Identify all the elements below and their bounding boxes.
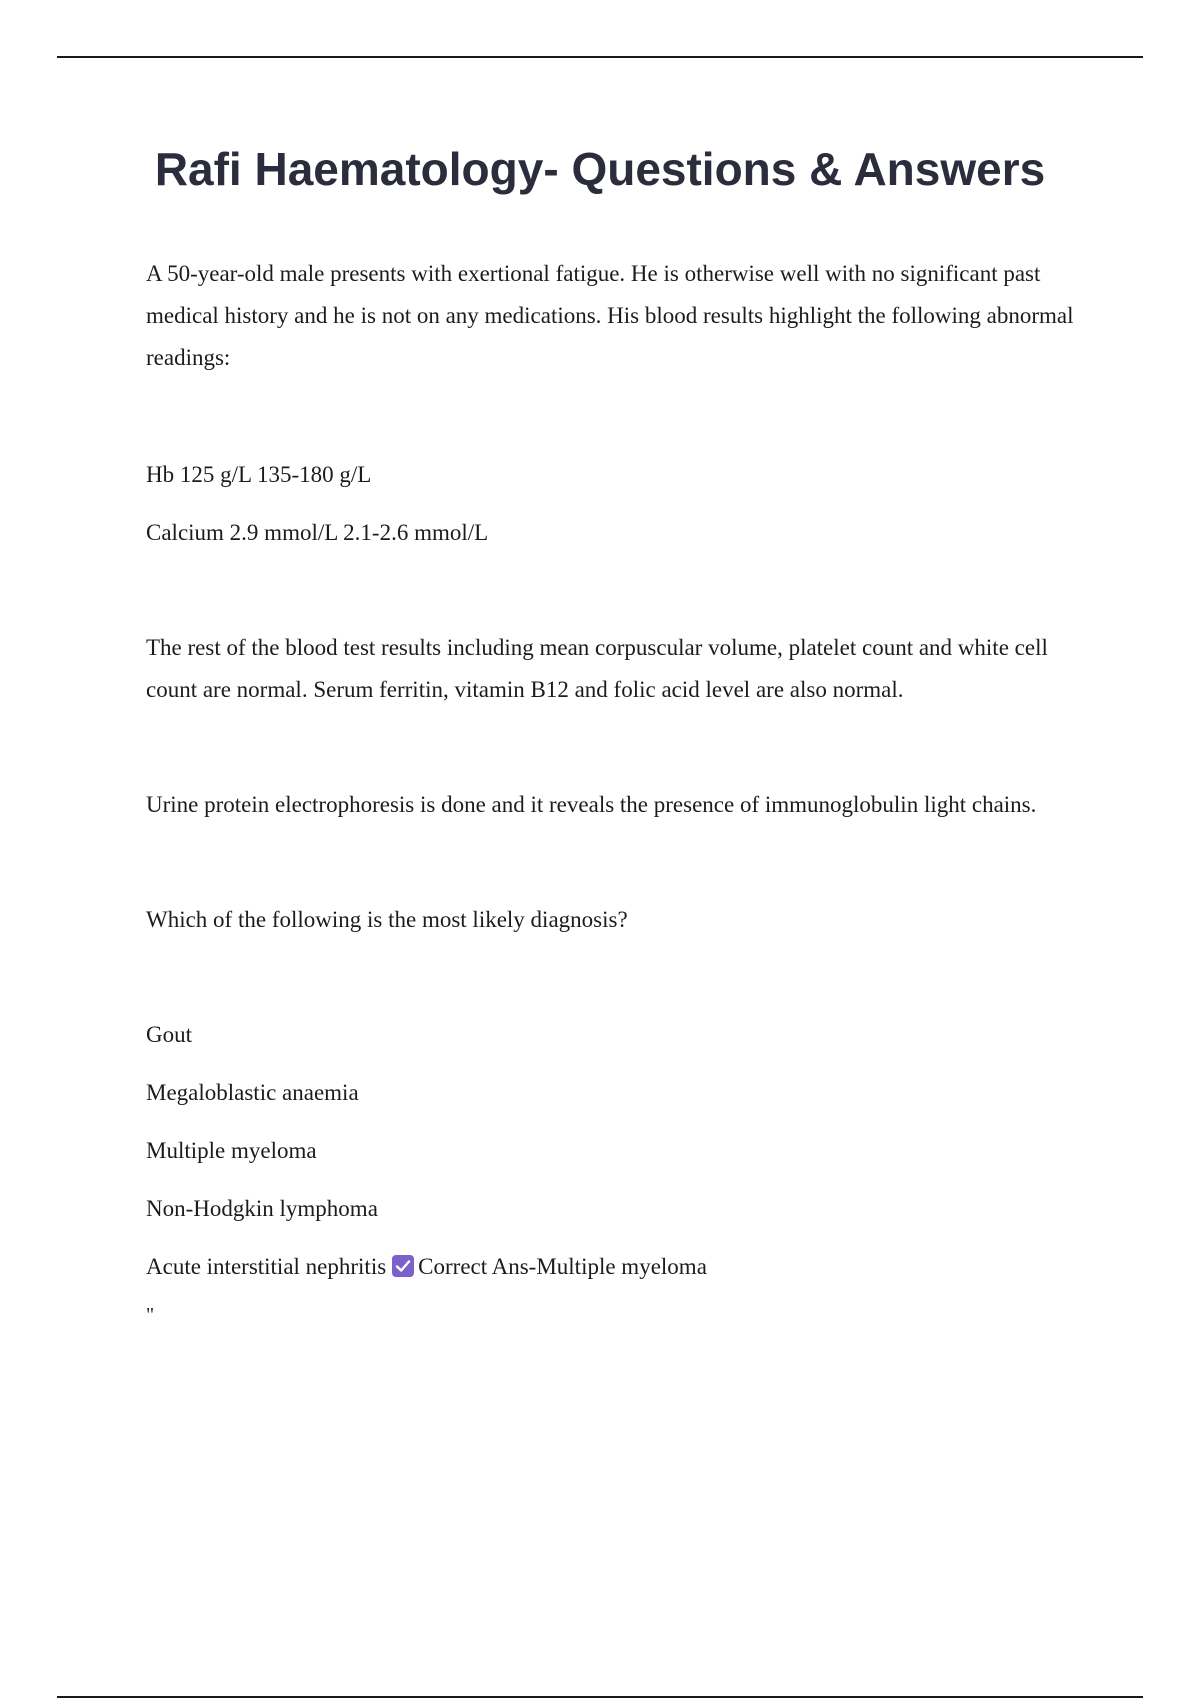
option-acute-interstitial-nephritis: Acute interstitial nephritis bbox=[146, 1254, 387, 1279]
document-body bbox=[146, 253, 1096, 1330]
option-non-hodgkin-lymphoma: Non-Hodgkin lymphoma bbox=[146, 1196, 378, 1221]
bottom-rule bbox=[57, 1696, 1143, 1698]
question-text: Which of the following is the most likely diagnosis? bbox=[146, 907, 628, 932]
top-rule bbox=[57, 56, 1143, 58]
page-title: Rafi Haematology- Questions & Answers bbox=[154, 143, 1046, 195]
correct-answer: Correct Ans-Multiple myeloma bbox=[418, 1254, 707, 1279]
urine-electrophoresis-paragraph: Urine protein electrophoresis is done and it reveals the presence of immunoglobulin light chains. bbox=[146, 792, 1037, 817]
case-intro-paragraph: A 50-year-old male presents with exertional fatigue. He is otherwise well with no significant past medical history and he is not on any medications. His blood results highlight the following abnormal readings: bbox=[146, 261, 1074, 370]
other-results-paragraph: The rest of the blood test results including mean corpuscular volume, platelet count and white cell count are normal. Serum ferritin, vitamin B12 and folic acid level are also normal. bbox=[146, 635, 1048, 702]
lab-result-hb: Hb 125 g/L 135-180 g/L bbox=[146, 462, 372, 487]
option-multiple-myeloma: Multiple myeloma bbox=[146, 1138, 317, 1163]
check-box-icon bbox=[392, 1255, 414, 1277]
option-megaloblastic-anaemia: Megaloblastic anaemia bbox=[146, 1080, 359, 1105]
lab-result-calcium: Calcium 2.9 mmol/L 2.1-2.6 mmol/L bbox=[146, 520, 489, 545]
option-gout: Gout bbox=[146, 1022, 192, 1047]
trailing-quote-mark: " bbox=[146, 1304, 155, 1326]
option-acute-interstitial-nephritis-with-answer bbox=[146, 1246, 1096, 1288]
